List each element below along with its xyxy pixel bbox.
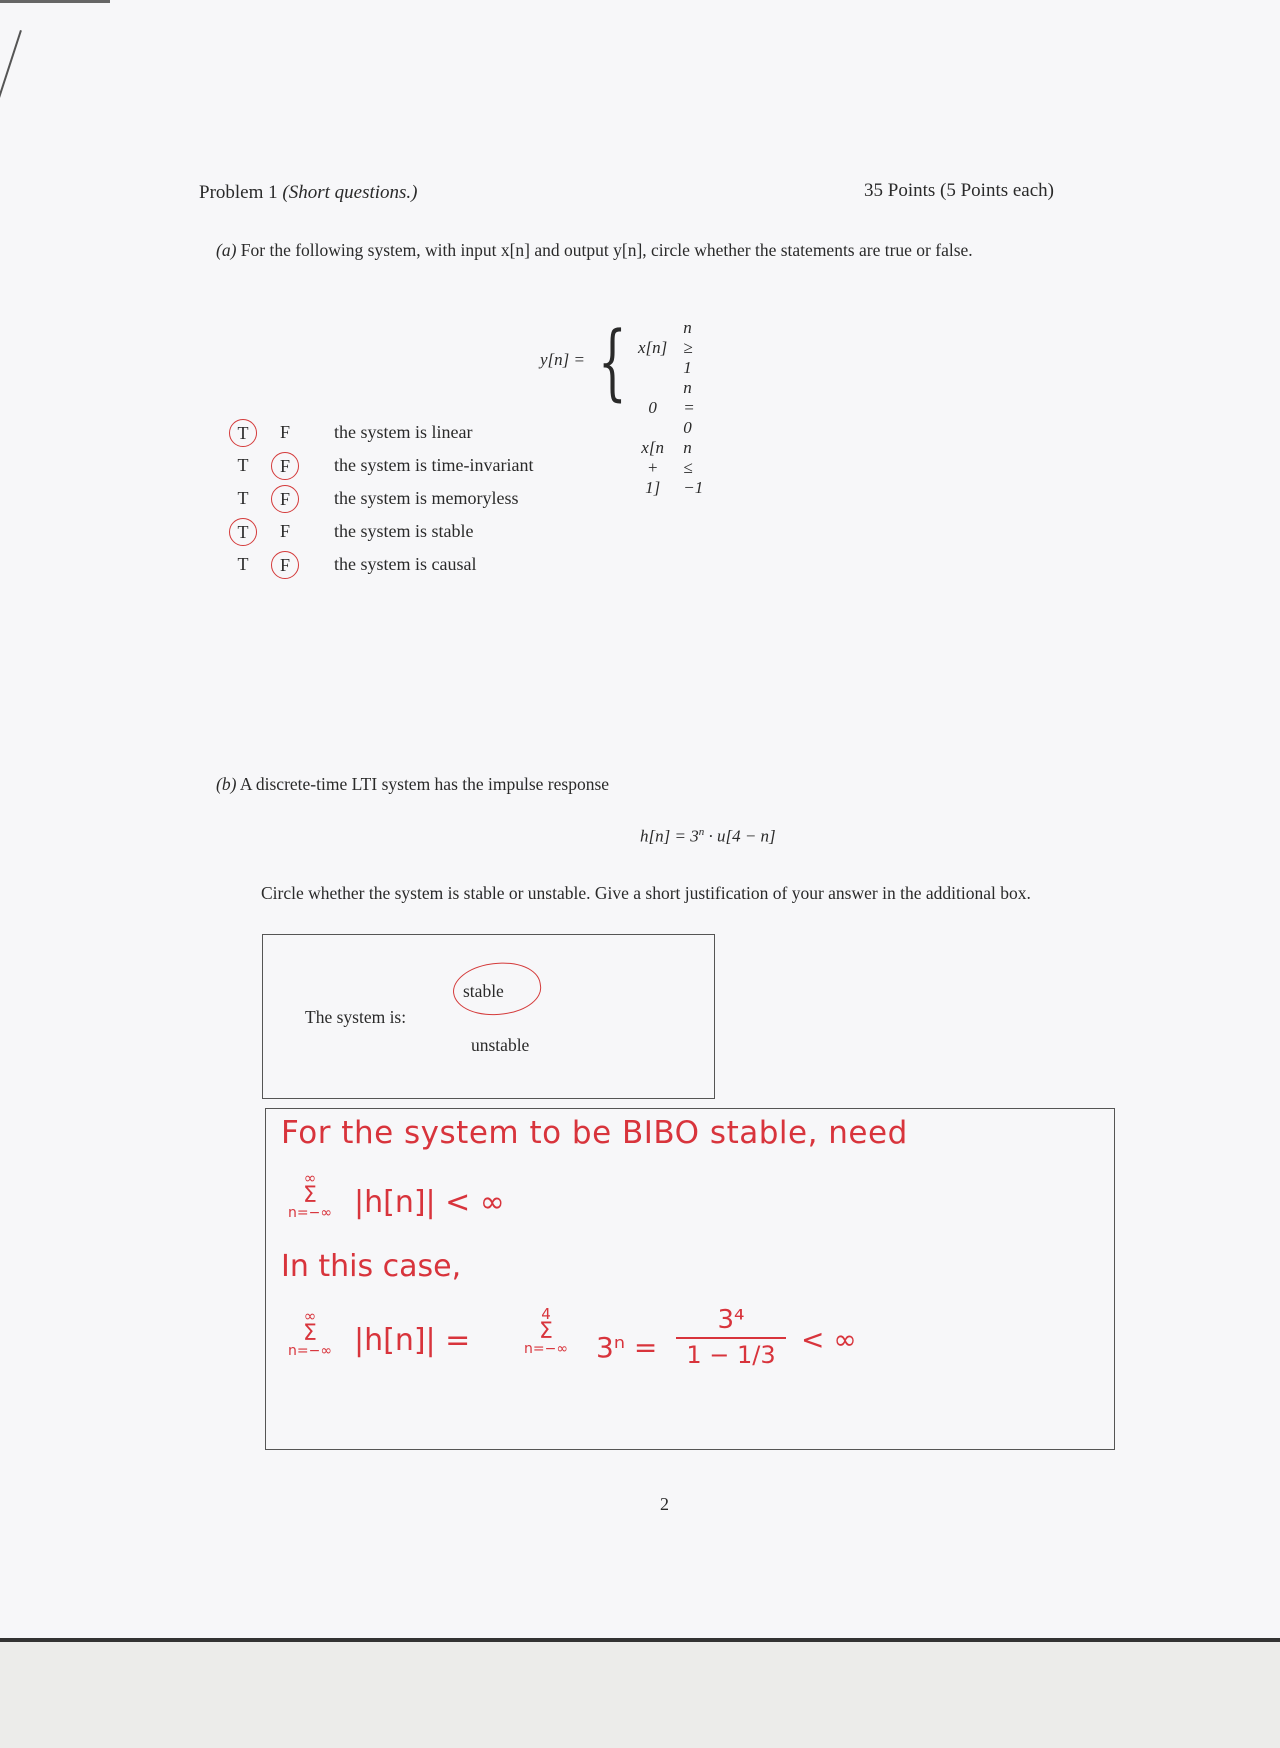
- part-b-label: (b): [216, 774, 237, 794]
- problem-number: Problem 1: [199, 182, 278, 203]
- justification-box[interactable]: [265, 1108, 1115, 1450]
- case-row: [630, 438, 711, 498]
- false-option[interactable]: F: [279, 521, 290, 541]
- fraction-numerator: 3⁴: [717, 1305, 745, 1335]
- problem-title: [199, 182, 418, 204]
- left-brace: {: [598, 315, 627, 410]
- sum-lower: n=−∞: [524, 1341, 568, 1357]
- scan-artifact-edge: [0, 0, 110, 3]
- case-expr: x[n + 1]: [641, 438, 664, 497]
- sigma-icon: Σ: [303, 1321, 317, 1346]
- case-row: [630, 318, 711, 378]
- part-a-prompt: [216, 236, 1106, 265]
- true-option[interactable]: T: [229, 518, 257, 546]
- statement-text: the system is causal: [334, 554, 477, 574]
- equation-cases: [630, 318, 711, 498]
- sum-upper: 4: [541, 1305, 551, 1323]
- part-b-instructions: Circle whether the system is stable or unstable. Give a short justification of your answer in the additional box.: [261, 883, 1031, 903]
- scan-artifact-diagonal: [0, 30, 22, 192]
- false-option[interactable]: F: [271, 551, 299, 579]
- sum-upper: ∞: [303, 1169, 317, 1187]
- sum-lower: n=−∞: [288, 1205, 332, 1221]
- impulse-exponent: n: [698, 826, 705, 838]
- part-b-text: A discrete-time LTI system has the impulse response: [239, 774, 610, 794]
- handwritten-line-3: In this case,: [281, 1249, 462, 1284]
- case-expr: 0: [648, 398, 657, 417]
- sum-lower: n=−∞: [288, 1343, 332, 1359]
- statement-text: the system is linear: [334, 422, 473, 442]
- sigma-icon: Σ: [539, 1319, 553, 1344]
- case-cond: n ≤ −1: [683, 438, 704, 497]
- case-expr: x[n]: [638, 338, 668, 357]
- statement-text: the system is time-invariant: [334, 455, 534, 475]
- handwritten-line-4c: < ∞: [801, 1323, 857, 1356]
- true-option[interactable]: T: [237, 455, 249, 475]
- summation-symbol: [524, 1305, 568, 1357]
- box-label: The system is:: [305, 1007, 407, 1027]
- handwritten-line-4b: 3ⁿ =: [596, 1331, 658, 1364]
- summation-symbol: [288, 1169, 332, 1221]
- problem-points: 35 Points (5 Points each): [864, 180, 1054, 201]
- case-cond: n = 0: [683, 378, 695, 437]
- option-stable[interactable]: stable: [463, 981, 504, 1001]
- false-option[interactable]: F: [271, 452, 299, 480]
- true-option[interactable]: T: [237, 488, 249, 508]
- statement-text: the system is stable: [334, 521, 474, 541]
- handwritten-fraction: [676, 1305, 786, 1369]
- case-cond: n ≥ 1: [683, 318, 693, 377]
- true-option[interactable]: T: [237, 554, 249, 574]
- summation-symbol: [288, 1307, 332, 1359]
- equation-lhs: y[n] =: [540, 350, 585, 369]
- impulse-lhs: h[n] = 3: [640, 826, 699, 846]
- fraction-bar: [676, 1337, 786, 1339]
- part-a-text: For the following system, with input x[n] and output y[n], circle whether the statements are true or false.: [240, 240, 973, 260]
- page-number: 2: [660, 1494, 669, 1514]
- handwritten-line-4a: |h[n]| =: [354, 1323, 471, 1358]
- false-option[interactable]: F: [271, 485, 299, 513]
- statement-text: the system is memoryless: [334, 488, 519, 508]
- case-row: [630, 378, 711, 438]
- sum-upper: ∞: [303, 1307, 317, 1325]
- handwritten-line-1: For the system to be BIBO stable, need: [281, 1115, 908, 1151]
- stability-answer-box: [262, 934, 715, 1099]
- scan-bottom-margin: [0, 1642, 1280, 1748]
- handwritten-line-2: |h[n]| < ∞: [354, 1185, 505, 1220]
- fraction-denominator: 1 − 1/3: [686, 1341, 776, 1369]
- part-a-label: (a): [216, 240, 237, 260]
- option-unstable[interactable]: unstable: [471, 1035, 530, 1055]
- sigma-icon: Σ: [303, 1183, 317, 1208]
- true-option[interactable]: T: [229, 419, 257, 447]
- false-option[interactable]: F: [279, 422, 290, 442]
- impulse-rest: · u[4 − n]: [704, 826, 776, 846]
- part-b-prompt: [216, 774, 609, 795]
- problem-subtitle: (Short questions.): [282, 182, 418, 203]
- impulse-response-equation: [640, 826, 776, 847]
